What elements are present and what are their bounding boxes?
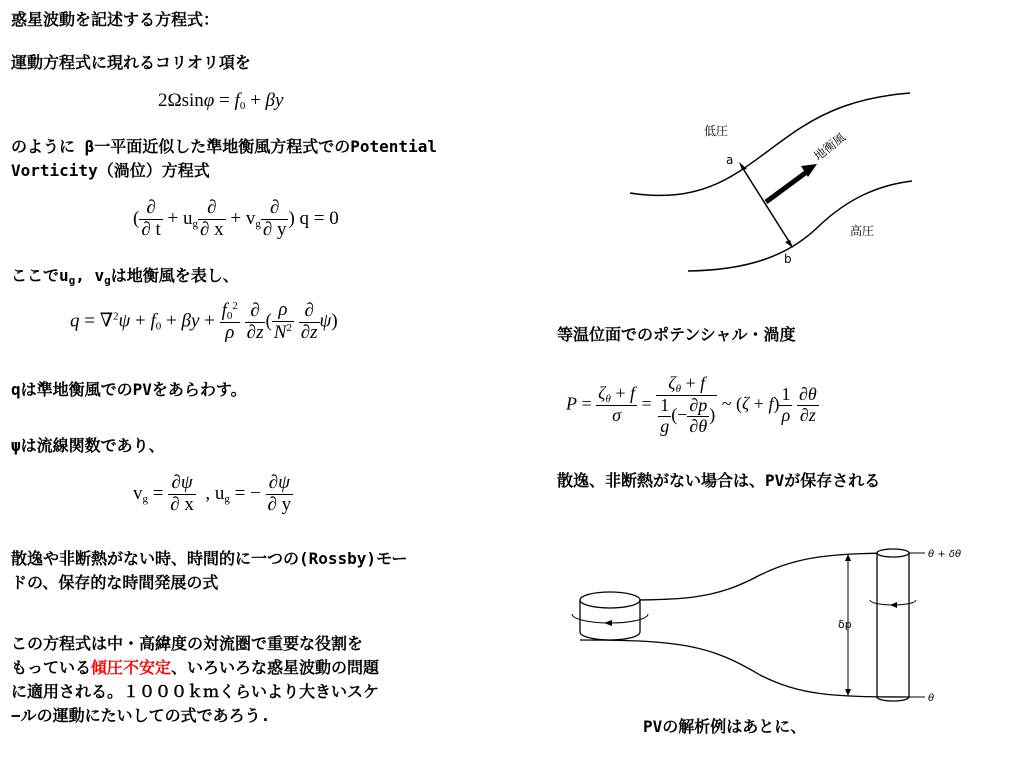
text-line-geostrophic: ここで$u_g$, $v_g$は地衡風を表し、 [11,266,239,287]
emphasis-baroclinic: 傾圧不安定 [91,658,172,677]
text-line-role-c: に適用される。１０００ｋｍくらいより大きいスケ [11,682,380,701]
geostrophic-wind-figure [620,85,925,285]
text-line-role-a: この方程式は中・高緯度の対流圏で重要な役割を [11,634,364,653]
equation-streamfunction: $v_g$ = $\frac{\partial\psi}{\partial x}$ , $u_g$ = − $\frac{\partial\psi}{\partial y}$ [133,472,292,515]
vortex-column-figure [560,540,980,710]
label-a: a [726,153,734,167]
label-theta: θ [928,693,935,704]
text-line-rossby-b: ドの、保存的な時間発展の式 [11,573,219,592]
label-delta-p: δp [838,618,852,631]
text-line-rossby-a: 散逸や非断熱がない時、時間的に一つの(Rossby)モー [11,549,408,568]
section-title-isentropic-pv: 等温位面でのポテンシャル・渦度 [557,325,796,344]
text-line-role-d: −ルの運動にたいしての式であろう. [11,706,271,725]
text-line-pv: Vorticity（渦位）方程式 [11,161,210,180]
text-line-beta-plane: のように β一平面近似した準地衡風方程式でのPotential [11,137,437,156]
text-line-q-pv: qは準地衡風でのPVをあらわす。 [11,380,247,399]
equation-q-definition: $q = \nabla^2\psi + f_0 + \beta y$ + $\frac{f_0^2}{\rho}$ $\frac{\partial}{\partial z}$ ( $\frac{\rho}{N^2}$ $\frac{\partial}{\partial z}$ ψ) [70,299,338,344]
text-line-coriolis: 運動方程式に現れるコリオリ項を [11,53,251,72]
text-line-pv-example: PVの解析例はあとに、 [643,717,807,736]
label-theta-plus: θ + δθ [928,549,962,560]
equation-coriolis: $2\Omega\sin\varphi = f_0 + \beta y$ [158,90,284,112]
text-line-streamfunction: ψは流線関数であり、 [11,436,165,455]
text-line-pv-conserved: 散逸、非断熱がない場合は、PVが保存される [557,471,881,490]
text-line-role-b: もっている傾圧不安定、いろいろな惑星波動の問題 [11,658,380,677]
label-geostrophic-wind: 地衡風 [811,130,849,164]
equation-isentropic-pv: P = $\frac{\zeta_\theta + f}{\sigma}$ = $\zeta_\theta + f$ $\frac{1}{g}$ (− $\frac{\partial p}{\partial\theta}$ ) ~ (ζ + f) $\frac{1}{\rho}$ $\frac{\partial\theta}{\partial z}$ [566,373,817,436]
heading-line: 惑星波動を記述する方程式： [11,10,220,29]
label-b: b [784,252,792,266]
label-high-pressure: 高圧 [850,224,875,238]
equation-pv-conservation: ( $\frac{\partial}{\partial t}$ + $u_g$ $\frac{\partial}{\partial x}$ + $v_g$ $\frac{\partial}{\partial y}$ ) q = 0 [133,197,339,240]
label-low-pressure: 低圧 [704,124,729,138]
